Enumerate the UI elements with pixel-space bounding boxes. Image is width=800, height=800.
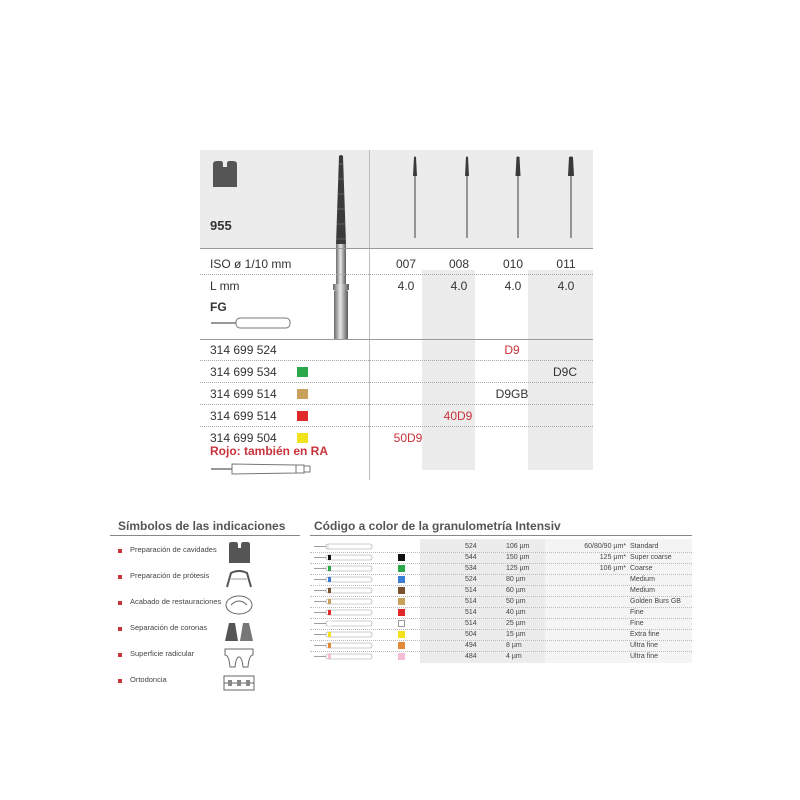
grit-name: Ultra fine (630, 653, 659, 660)
grit-color-chip (297, 433, 308, 443)
iso-value: 008 (448, 257, 470, 271)
cavity-preparation-icon (210, 160, 240, 188)
grit-size: 25 µm (506, 620, 526, 627)
bullet-dot (118, 575, 122, 579)
length-value: 4.0 (557, 279, 575, 293)
ra-note: Rojo: también en RA (210, 444, 329, 458)
length-value: 4.0 (397, 279, 415, 293)
length-value: 4.0 (504, 279, 522, 293)
grit-size: 80 µm (506, 576, 526, 583)
iso-value: 007 (395, 257, 417, 271)
symbols-panel (110, 515, 300, 695)
order-code: 50D9 (393, 431, 423, 445)
symbols-underline (110, 535, 300, 536)
grit-size: 60 µm (506, 587, 526, 594)
grit-name: Medium (630, 587, 655, 594)
grit-name: Ultra fine (630, 642, 659, 649)
iso-label: ISO ø 1/10 mm (210, 257, 292, 271)
orthodontics-icon (221, 671, 257, 695)
grit-name: Fine (630, 609, 644, 616)
grit-name: Golden Burs GB (630, 598, 681, 605)
length-value: 4.0 (450, 279, 468, 293)
row-line (200, 382, 593, 383)
grit-color-chip (398, 609, 405, 616)
bur-shank-icon (314, 620, 374, 627)
grit-name: Coarse (630, 565, 653, 572)
bur-icon-007 (408, 156, 422, 238)
grit-row (310, 574, 692, 585)
order-code: D9GB (495, 387, 529, 401)
grit-size: 150 µm (506, 554, 530, 561)
grit-size: 50 µm (506, 598, 526, 605)
order-ref: 314 699 514 (210, 387, 277, 401)
grit-color-chip (297, 389, 308, 399)
grit-color-chip (297, 411, 308, 421)
bullet-dot (118, 549, 122, 553)
grit-row (310, 596, 692, 607)
grit-name: Super coarse (630, 554, 672, 561)
order-code: 40D9 (443, 409, 473, 423)
column-separator (369, 150, 370, 480)
shank-label: FG (210, 300, 227, 314)
row-line (200, 274, 593, 275)
symbols-title: Símbolos de las indicaciones (118, 519, 286, 533)
symbol-item (118, 593, 298, 617)
bur-shank-icon (314, 565, 374, 572)
grit-name: Extra fine (630, 631, 660, 638)
bullet-dot (118, 679, 122, 683)
grit-color-chip (398, 642, 405, 649)
grit-code: 514 (465, 609, 477, 616)
grit-row (310, 563, 692, 574)
row-line (200, 248, 593, 249)
length-label: L mm (210, 279, 240, 293)
prosthesis-icon (221, 567, 257, 591)
grit-code: 534 (465, 565, 477, 572)
symbol-label: Acabado de restauraciones (130, 597, 222, 606)
bur-shank-icon (314, 631, 374, 638)
bur-shank-icon (314, 653, 374, 660)
symbol-label: Ortodoncia (130, 675, 167, 684)
grit-code: 524 (465, 576, 477, 583)
iso-value: 010 (502, 257, 524, 271)
symbol-item (118, 619, 298, 643)
root-surface-icon (221, 645, 257, 669)
bur-icon-011 (564, 156, 578, 238)
restoration-finishing-icon (221, 593, 257, 617)
bur-icon-008 (460, 156, 474, 238)
row-line (200, 360, 593, 361)
bur-icon-010 (511, 156, 525, 238)
grit-row (310, 585, 692, 596)
grit-size: 4 µm (506, 653, 522, 660)
bullet-dot (118, 627, 122, 631)
order-ref: 314 699 514 (210, 409, 277, 423)
order-code: D9C (552, 365, 577, 379)
grit-code: 514 (465, 587, 477, 594)
order-ref: 314 699 524 (210, 343, 277, 357)
grit-color-chip (398, 587, 405, 594)
grit-name: Standard (630, 543, 659, 550)
bullet-dot (118, 653, 122, 657)
grit-row (310, 607, 692, 618)
order-ref: 314 699 504 (210, 431, 277, 445)
bur-shank-icon (314, 543, 374, 550)
grit-color-chip (398, 620, 405, 627)
grit-code: 504 (465, 631, 477, 638)
header-band (200, 150, 593, 248)
bullet-dot (118, 601, 122, 605)
grit-color-chip (398, 576, 405, 583)
tooth-cavity-icon (221, 541, 257, 565)
grit-size: 125 µm (506, 565, 530, 572)
row-line (200, 404, 593, 405)
ra-shank-icon (210, 462, 312, 476)
grit-row (310, 651, 692, 662)
grit-code: 524 (465, 543, 477, 550)
symbol-item (118, 645, 298, 669)
grit-color-chip (398, 554, 405, 561)
symbol-label: Superficie radicular (130, 649, 195, 658)
row-line (200, 426, 593, 427)
symbol-label: Preparación de cavidades (130, 545, 217, 554)
crown-separation-icon (221, 619, 257, 643)
grit-title: Código a color de la granulometría Intensiv (314, 519, 561, 533)
grit-row (310, 629, 692, 640)
grit-size: 15 µm (506, 631, 526, 638)
grit-row (310, 541, 692, 552)
bur-shank-icon (314, 576, 374, 583)
iso-value: 011 (556, 257, 576, 271)
bur-shank-icon (314, 609, 374, 616)
grit-color-chip (398, 653, 405, 660)
grit-code: 544 (465, 554, 477, 561)
symbol-label: Separación de coronas (130, 623, 208, 632)
bur-shank-icon (314, 598, 374, 605)
grit-underline (310, 535, 692, 536)
grit-size: 40 µm (506, 609, 526, 616)
bur-shank-icon (314, 642, 374, 649)
grit-color-chip (297, 367, 308, 377)
order-ref: 314 699 534 (210, 365, 277, 379)
grit-code: 514 (465, 620, 477, 627)
bur-shank-icon (314, 554, 374, 561)
grit-panel (310, 515, 692, 695)
fg-shank-icon (210, 316, 294, 330)
grit-size: 106 µm (506, 543, 530, 550)
bur-illustration (326, 154, 356, 344)
grit-micron: 60/80/90 µm* (584, 543, 626, 550)
symbol-item (118, 541, 298, 565)
grit-name: Medium (630, 576, 655, 583)
grit-micron: 106 µm* (599, 565, 626, 572)
grit-micron: 125 µm* (599, 554, 626, 561)
grit-name: Fine (630, 620, 644, 627)
grit-size: 8 µm (506, 642, 522, 649)
product-card (200, 150, 593, 480)
grit-row (310, 552, 692, 563)
symbol-label: Preparación de prótesis (130, 571, 210, 580)
grit-row (310, 640, 692, 651)
symbol-item (118, 567, 298, 591)
grit-code: 514 (465, 598, 477, 605)
grit-code: 484 (465, 653, 477, 660)
bur-shank-icon (314, 587, 374, 594)
grit-code: 494 (465, 642, 477, 649)
row-line (200, 339, 593, 340)
grit-color-chip (398, 598, 405, 605)
grit-color-chip (398, 631, 405, 638)
symbol-item (118, 671, 298, 695)
order-code: D9 (504, 343, 520, 357)
shape-code: 955 (210, 218, 232, 233)
grit-color-chip (398, 565, 405, 572)
grit-row (310, 618, 692, 629)
